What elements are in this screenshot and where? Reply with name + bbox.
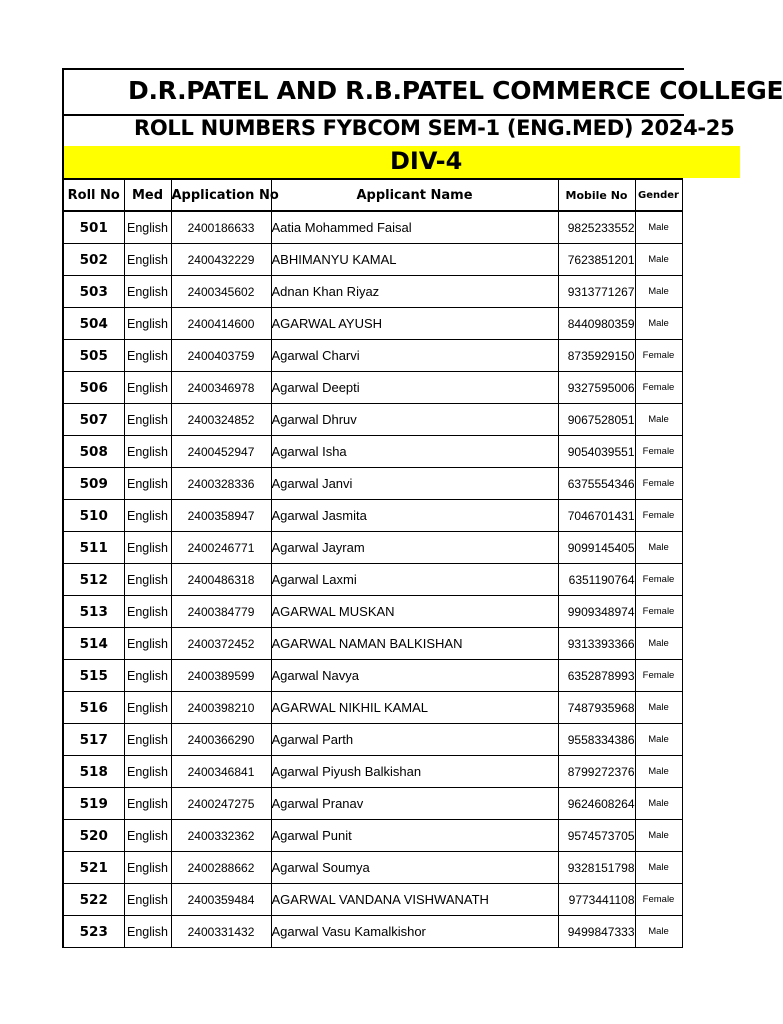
college-title: D.R.PATEL AND R.B.PATEL COMMERCE COLLEGE xyxy=(128,76,783,105)
roll-no-cell: 504 xyxy=(63,308,124,340)
table-row xyxy=(63,724,682,756)
mobile-no-cell: 9054039551 xyxy=(558,436,635,468)
table-row xyxy=(63,916,682,948)
gender-cell: Female xyxy=(635,884,682,916)
medium-cell: English xyxy=(124,884,171,916)
medium-cell: English xyxy=(124,372,171,404)
roll-no-cell: 508 xyxy=(63,436,124,468)
table-row xyxy=(63,884,682,916)
application-no-cell: 2400332362 xyxy=(171,820,271,852)
mobile-no-cell: 6351190764 xyxy=(558,564,635,596)
mobile-no-cell: 8799272376 xyxy=(558,756,635,788)
gender-cell: Female xyxy=(635,372,682,404)
medium-cell: English xyxy=(124,404,171,436)
application-no-cell: 2400372452 xyxy=(171,628,271,660)
roll-no-cell: 523 xyxy=(63,916,124,948)
application-no-cell: 2400331432 xyxy=(171,916,271,948)
applicant-name-cell: Agarwal Dhruv xyxy=(271,404,558,436)
medium-cell: English xyxy=(124,596,171,628)
roll-no-cell: 513 xyxy=(63,596,124,628)
table-row xyxy=(63,340,682,372)
mobile-no-cell: 7623851201 xyxy=(558,244,635,276)
mobile-no-cell: 9558334386 xyxy=(558,724,635,756)
medium-cell: English xyxy=(124,564,171,596)
roll-no-cell: 516 xyxy=(63,692,124,724)
gender-cell: Male xyxy=(635,852,682,884)
applicant-name-cell: Agarwal Pranav xyxy=(271,788,558,820)
applicant-name-cell: Agarwal Jayram xyxy=(271,532,558,564)
medium-cell: English xyxy=(124,500,171,532)
medium-cell: English xyxy=(124,244,171,276)
gender-cell: Female xyxy=(635,436,682,468)
application-no-cell: 2400328336 xyxy=(171,468,271,500)
medium-cell: English xyxy=(124,276,171,308)
roll-no-cell: 515 xyxy=(63,660,124,692)
applicant-name-cell: Agarwal Punit xyxy=(271,820,558,852)
gender-cell: Male xyxy=(635,244,682,276)
mobile-no-cell: 9574573705 xyxy=(558,820,635,852)
table-row xyxy=(63,244,682,276)
application-no-cell: 2400432229 xyxy=(171,244,271,276)
application-no-cell: 2400247275 xyxy=(171,788,271,820)
header-med: Med xyxy=(124,179,171,211)
header-roll-no: Roll No xyxy=(63,179,124,211)
roll-no-cell: 519 xyxy=(63,788,124,820)
mobile-no-cell: 9825233552 xyxy=(558,211,635,244)
mobile-no-cell: 9499847333 xyxy=(558,916,635,948)
application-no-cell: 2400246771 xyxy=(171,532,271,564)
roll-no-cell: 514 xyxy=(63,628,124,660)
gender-cell: Male xyxy=(635,532,682,564)
mobile-no-cell: 9909348974 xyxy=(558,596,635,628)
application-no-cell: 2400186633 xyxy=(171,211,271,244)
header-gender: Gender xyxy=(635,179,682,211)
applicant-name-cell: Agarwal Navya xyxy=(271,660,558,692)
table-row xyxy=(63,756,682,788)
application-no-cell: 2400403759 xyxy=(171,340,271,372)
roll-no-cell: 510 xyxy=(63,500,124,532)
roll-no-cell: 506 xyxy=(63,372,124,404)
gender-cell: Male xyxy=(635,276,682,308)
applicant-name-cell: AGARWAL MUSKAN xyxy=(271,596,558,628)
list-title: ROLL NUMBERS FYBCOM SEM-1 (ENG.MED) 2024-25 xyxy=(134,116,735,140)
college-title-row xyxy=(62,68,783,116)
mobile-no-cell: 8440980359 xyxy=(558,308,635,340)
mobile-no-cell: 9067528051 xyxy=(558,404,635,436)
applicant-name-cell: Agarwal Charvi xyxy=(271,340,558,372)
applicant-name-cell: AGARWAL NAMAN BALKISHAN xyxy=(271,628,558,660)
applicant-name-cell: Agarwal Piyush Balkishan xyxy=(271,756,558,788)
table-row xyxy=(63,372,682,404)
table-row xyxy=(63,308,682,340)
applicant-name-cell: Agarwal Vasu Kamalkishor xyxy=(271,916,558,948)
gender-cell: Female xyxy=(635,660,682,692)
table-row xyxy=(63,852,682,884)
roll-no-cell: 503 xyxy=(63,276,124,308)
medium-cell: English xyxy=(124,211,171,244)
list-title-row xyxy=(62,112,735,148)
applicant-name-cell: Aatia Mohammed Faisal xyxy=(271,211,558,244)
medium-cell: English xyxy=(124,820,171,852)
table-row xyxy=(63,660,682,692)
gender-cell: Male xyxy=(635,628,682,660)
table-row xyxy=(63,436,682,468)
roll-no-cell: 509 xyxy=(63,468,124,500)
table-row xyxy=(63,532,682,564)
medium-cell: English xyxy=(124,532,171,564)
table-row xyxy=(63,468,682,500)
mobile-no-cell: 9327595006 xyxy=(558,372,635,404)
medium-cell: English xyxy=(124,916,171,948)
application-no-cell: 2400486318 xyxy=(171,564,271,596)
applicant-name-cell: Agarwal Laxmi xyxy=(271,564,558,596)
roll-no-cell: 512 xyxy=(63,564,124,596)
medium-cell: English xyxy=(124,660,171,692)
table-row xyxy=(63,500,682,532)
medium-cell: English xyxy=(124,468,171,500)
gender-cell: Female xyxy=(635,564,682,596)
applicant-name-cell: Adnan Khan Riyaz xyxy=(271,276,558,308)
applicant-name-cell: AGARWAL AYUSH xyxy=(271,308,558,340)
gender-cell: Male xyxy=(635,756,682,788)
application-no-cell: 2400389599 xyxy=(171,660,271,692)
applicant-name-cell: ABHIMANYU KAMAL xyxy=(271,244,558,276)
table-row xyxy=(63,596,682,628)
application-no-cell: 2400346978 xyxy=(171,372,271,404)
mobile-no-cell: 9313771267 xyxy=(558,276,635,308)
gender-cell: Male xyxy=(635,692,682,724)
table-header-row xyxy=(63,179,682,211)
medium-cell: English xyxy=(124,724,171,756)
applicant-name-cell: AGARWAL VANDANA VISHWANATH xyxy=(271,884,558,916)
roll-no-cell: 502 xyxy=(63,244,124,276)
roll-no-cell: 520 xyxy=(63,820,124,852)
gender-cell: Male xyxy=(635,820,682,852)
mobile-no-cell: 7046701431 xyxy=(558,500,635,532)
medium-cell: English xyxy=(124,788,171,820)
gender-cell: Male xyxy=(635,788,682,820)
gender-cell: Male xyxy=(635,724,682,756)
table-row xyxy=(63,404,682,436)
gender-cell: Female xyxy=(635,500,682,532)
mobile-no-cell: 7487935968 xyxy=(558,692,635,724)
application-no-cell: 2400366290 xyxy=(171,724,271,756)
table-row xyxy=(63,211,682,244)
roll-no-cell: 511 xyxy=(63,532,124,564)
applicant-name-cell: Agarwal Deepti xyxy=(271,372,558,404)
applicant-name-cell: Agarwal Soumya xyxy=(271,852,558,884)
gender-cell: Female xyxy=(635,340,682,372)
mobile-no-cell: 9099145405 xyxy=(558,532,635,564)
gender-cell: Male xyxy=(635,916,682,948)
gender-cell: Male xyxy=(635,404,682,436)
mobile-no-cell: 6352878993 xyxy=(558,660,635,692)
medium-cell: English xyxy=(124,308,171,340)
medium-cell: English xyxy=(124,756,171,788)
application-no-cell: 2400358947 xyxy=(171,500,271,532)
roll-no-cell: 507 xyxy=(63,404,124,436)
roll-table xyxy=(62,178,683,948)
division-label: DIV-4 xyxy=(390,147,463,175)
medium-cell: English xyxy=(124,628,171,660)
roll-no-cell: 518 xyxy=(63,756,124,788)
table-row xyxy=(63,628,682,660)
applicant-name-cell: Agarwal Parth xyxy=(271,724,558,756)
table-row xyxy=(63,564,682,596)
applicant-name-cell: Agarwal Janvi xyxy=(271,468,558,500)
application-no-cell: 2400414600 xyxy=(171,308,271,340)
mobile-no-cell: 9624608264 xyxy=(558,788,635,820)
application-no-cell: 2400398210 xyxy=(171,692,271,724)
header-application-no: Application No xyxy=(171,179,271,211)
roll-no-cell: 522 xyxy=(63,884,124,916)
mobile-no-cell: 9313393366 xyxy=(558,628,635,660)
roll-no-cell: 521 xyxy=(63,852,124,884)
gender-cell: Female xyxy=(635,596,682,628)
gender-cell: Female xyxy=(635,468,682,500)
table-row xyxy=(63,276,682,308)
applicant-name-cell: Agarwal Jasmita xyxy=(271,500,558,532)
application-no-cell: 2400384779 xyxy=(171,596,271,628)
roll-no-cell: 517 xyxy=(63,724,124,756)
mobile-no-cell: 8735929150 xyxy=(558,340,635,372)
application-no-cell: 2400359484 xyxy=(171,884,271,916)
table-row xyxy=(63,820,682,852)
mobile-no-cell: 6375554346 xyxy=(558,468,635,500)
table-row xyxy=(63,692,682,724)
applicant-name-cell: Agarwal Isha xyxy=(271,436,558,468)
roll-no-cell: 505 xyxy=(63,340,124,372)
mobile-no-cell: 9328151798 xyxy=(558,852,635,884)
header-mobile-no: Mobile No xyxy=(558,179,635,211)
header-applicant-name: Applicant Name xyxy=(271,179,558,211)
medium-cell: English xyxy=(124,436,171,468)
application-no-cell: 2400345602 xyxy=(171,276,271,308)
gender-cell: Male xyxy=(635,308,682,340)
application-no-cell: 2400324852 xyxy=(171,404,271,436)
gender-cell: Male xyxy=(635,211,682,244)
medium-cell: English xyxy=(124,692,171,724)
medium-cell: English xyxy=(124,852,171,884)
applicant-name-cell: AGARWAL NIKHIL KAMAL xyxy=(271,692,558,724)
application-no-cell: 2400346841 xyxy=(171,756,271,788)
mobile-no-cell: 9773441108 xyxy=(558,884,635,916)
division-banner xyxy=(62,146,740,178)
table-row xyxy=(63,788,682,820)
medium-cell: English xyxy=(124,340,171,372)
roll-no-cell: 501 xyxy=(63,211,124,244)
application-no-cell: 2400452947 xyxy=(171,436,271,468)
application-no-cell: 2400288662 xyxy=(171,852,271,884)
